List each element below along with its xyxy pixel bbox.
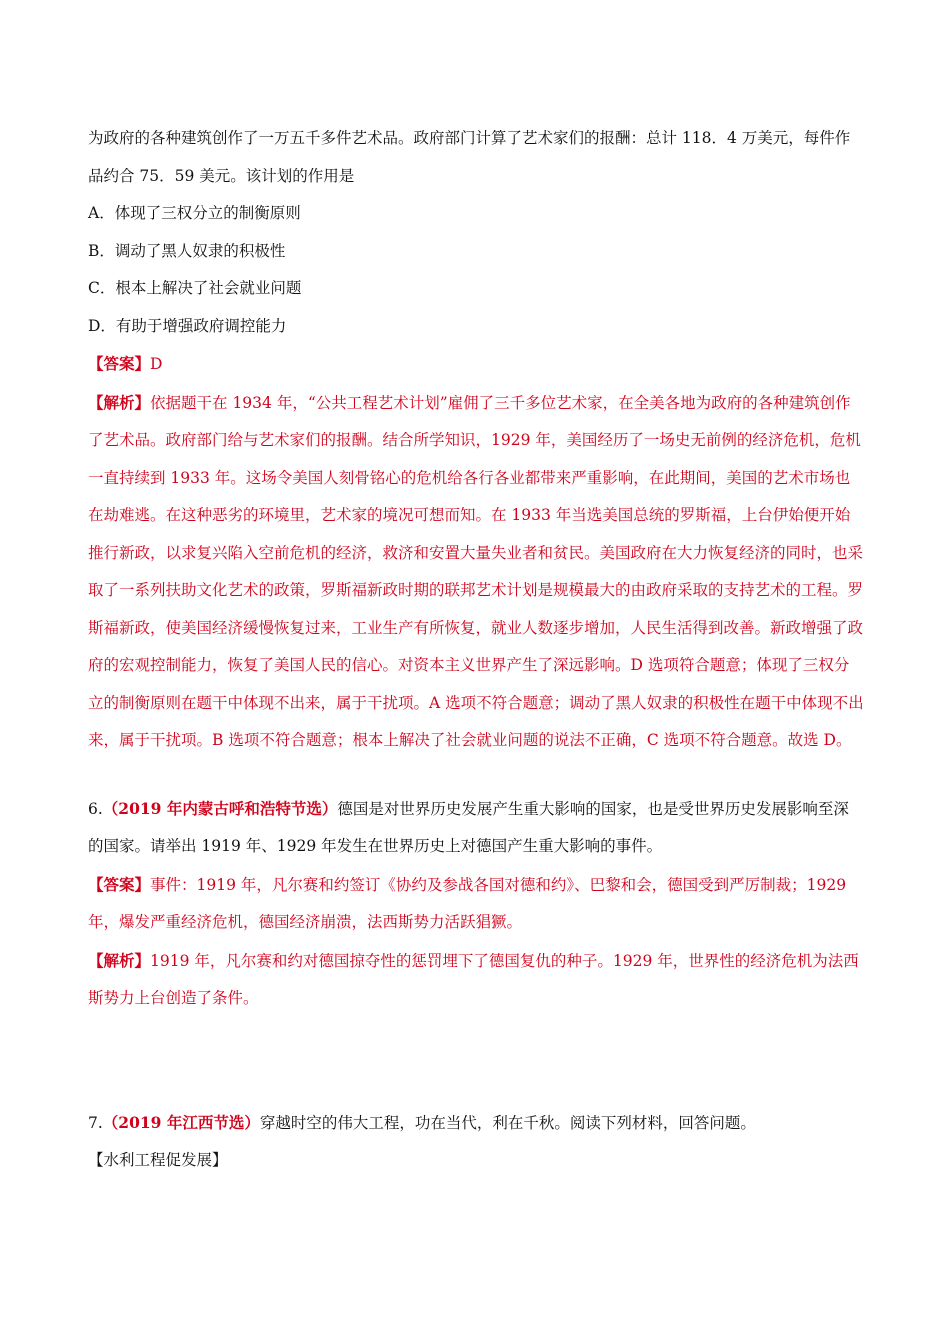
q6-stem: [88, 790, 864, 866]
question-text: 穿越时空的伟大工程，功在当代，利在千秋。阅读下列材料，回答问题。: [259, 1113, 756, 1132]
analysis-text: 依据题干在 1934 年，“公共工程艺术计划”雇佣了三千多位艺术家，在全美各地为政府的各种建筑创作了艺术品。政府部门给与艺术家们的报酬。结合所学知识，1929 年，美国经历了一场史无前例的经济危机，危机一直持续到 1933 年。这场令美国人刻骨铭心的危机给各行各业都带来严重影响，在此期间，美国的艺术市场也在劫难逃。在这种恶劣的环境里，艺术家的境况可想而知。在 1933 年当选美国总统的罗斯福，上台伊始便开始推行新政，以求复兴陷入空前危机的经济，救济和安置大量失业者和贫民。美国政府在大力恢复经济的同时，也采取了一系列扶助文化艺术的政策，罗斯福新政时期的联邦艺术计划是规模最大的由政府采取的支持艺术的工程。罗斯福新政，使美国经济缓慢恢复过来，工业生产有所恢复，就业人数逐步增加，人民生活得到改善。新政增强了政府的宏观控制能力，恢复了美国人民的信心。对资本主义世界产生了深远影响。D 选项符合题意；体现了三权分立的制衡原则在题干中体现不出来，属于干扰项。A 选项不符合题意；调动了黑人奴隶的积极性在题干中体现不出来，属于干扰项。B 选项不符合题意；根本上解决了社会就业问题的说法不正确，C 选项不符合题意。故选 D。: [88, 393, 864, 749]
q5-option-a: A．体现了三权分立的制衡原则: [88, 204, 301, 222]
q5-option-b: B．调动了黑人奴隶的积极性: [88, 241, 286, 260]
q5-answer: [88, 345, 864, 384]
page-content: [88, 120, 864, 1180]
q5-stem: 为政府的各种建筑创作了一万五千多件艺术品。政府部门计算了艺术家们的报酬：总计 118．4 万美元，每件作品约合 75．59 美元。该计划的作用是: [88, 129, 851, 185]
question-source: （2019 年江西节选）: [102, 1112, 260, 1132]
question-text: 德国是对世界历史发展产生重大影响的国家，也是受世界历史发展影响至深的国家。请举出 1919 年、1929 年发生在世界历史上对德国产生重大影响的事件。: [88, 799, 849, 855]
analysis-tag: 【解析】: [88, 950, 151, 970]
question-source: （2019 年内蒙古呼和浩特节选）: [102, 798, 338, 818]
analysis-tag: 【解析】: [88, 392, 151, 412]
q6-answer: [88, 866, 864, 942]
q7-stem: [88, 1104, 864, 1143]
question-number: 7.: [88, 1113, 103, 1132]
answer-tag: 【答案】: [88, 874, 151, 894]
q5-analysis: [88, 384, 864, 760]
q5-option-d: D．有助于增强政府调控能力: [88, 316, 287, 335]
q5-option-c: C．根本上解决了社会就业问题: [88, 279, 302, 297]
answer-tag: 【答案】: [88, 354, 151, 373]
answer-value: D: [150, 355, 163, 373]
q7-section-heading: 【水利工程促发展】: [88, 1151, 228, 1169]
analysis-text: 1919 年，凡尔赛和约对德国掠夺性的惩罚埋下了德国复仇的种子。1929 年，世界性的经济危机为法西斯势力上台创造了条件。: [88, 951, 859, 1007]
q6-analysis: [88, 942, 864, 1018]
question-number: 6.: [88, 799, 103, 818]
answer-text: 事件：1919 年，凡尔赛和约签订《协约及参战各国对德和约》、巴黎和会，德国受到严厉制裁；1929 年，爆发严重经济危机，德国经济崩溃，法西斯势力活跃猖獗。: [88, 875, 847, 931]
